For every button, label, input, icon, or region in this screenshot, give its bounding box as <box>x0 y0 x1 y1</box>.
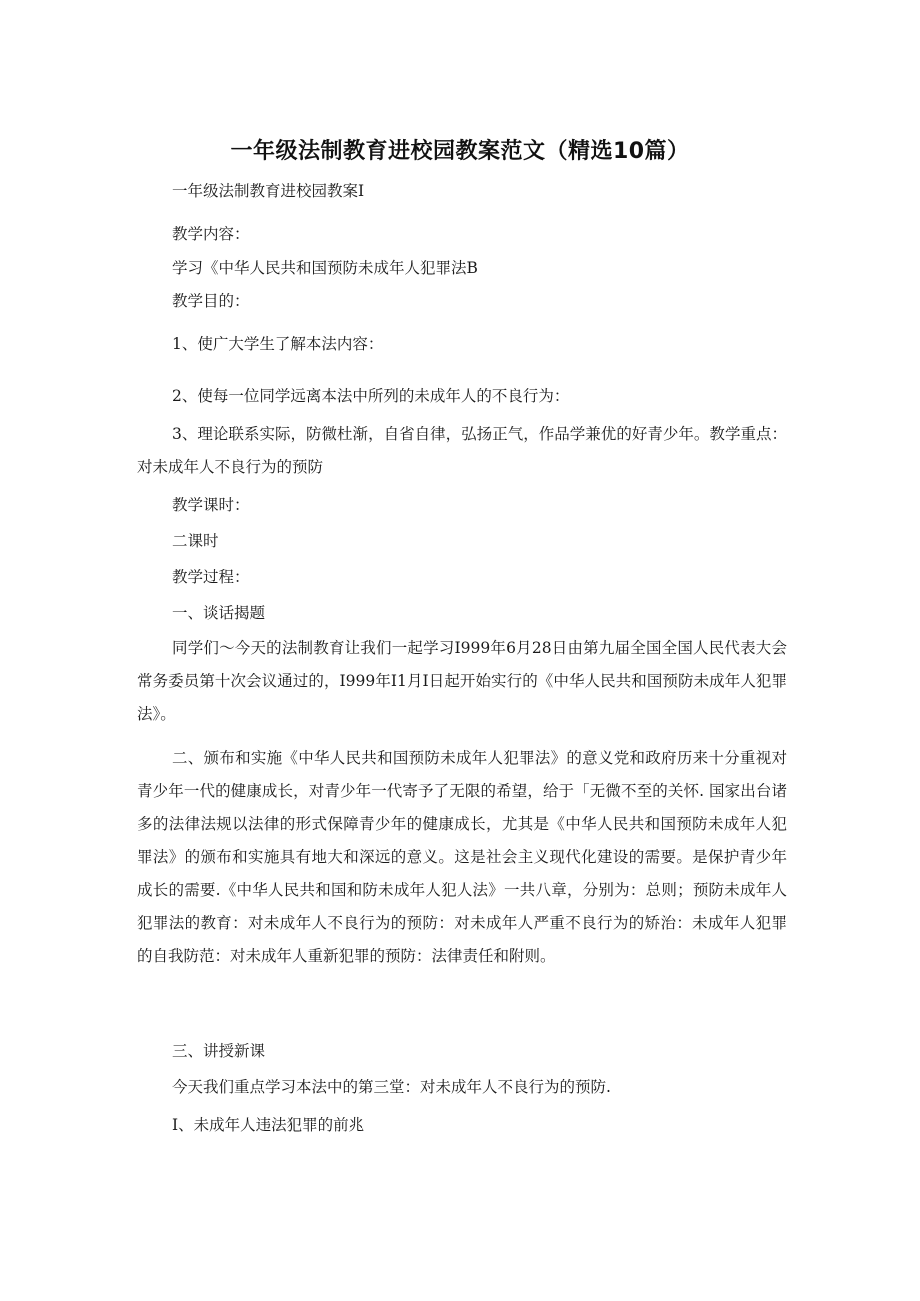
document-title: 一年级法制教育进校园教案范文（精选10篇） <box>230 139 690 164</box>
hours-heading: 教学课时： <box>172 496 250 514</box>
section-2-text: 二、颁布和实施《中华人民共和国预防未成年人犯罪法》的意义党和政府历来十分重视对青少年一代的健康成长，对青少年一代寄予了无限的希望，给于「无微不至的关怀. 国家出台诸多的法律法规以法律的形式保障青少年的健康成长，尤其是《中华人民共和国预防未成年人犯罪法》的颁布和实施具有地大和深远的意义。这是社会主义现代化建设的需要。是保护青少年成长的需要.《中华人民共和国和防未成年人犯人法》一共八章，分别为：总则；预防未成年人犯罪法的教育：对未成年人不良行为的预防：对未成年人严重不良行为的矫治：未成年人犯罪的自我防范：对未成年人重新犯罪的预防：法律责任和附则。 <box>137 749 787 965</box>
content-heading: 教学内容： <box>172 225 250 243</box>
section-3-text: 今天我们重点学习本法中的第三堂：对未成年人不良行为的预防. <box>172 1078 611 1096</box>
section-1-heading: 一、谈话揭题 <box>172 604 266 622</box>
goal-item-3: 3、理论联系实际，防微杜渐，自省自律，弘扬正气，作品学兼优的好青少年。教学重点：对未成年人不良行为的预防 <box>137 425 787 476</box>
process-heading: 教学过程： <box>172 568 250 586</box>
hours-value: 二课时 <box>172 532 219 550</box>
sub-1-heading: I、未成年人违法犯罪的前兆 <box>172 1116 365 1134</box>
goal-item-2: 2、使每一位同学远离本法中所列的未成年人的不良行为： <box>172 387 570 405</box>
goal-item-1: 1、使广大学生了解本法内容： <box>172 335 384 353</box>
section-3-heading: 三、讲授新课 <box>172 1042 266 1060</box>
goal-heading: 教学目的： <box>172 292 250 310</box>
content-text: 学习《中华人民共和国预防未成年人犯罪法B <box>172 259 478 277</box>
lesson-subtitle: 一年级法制教育进校园教案I <box>172 182 365 200</box>
section-1-text: 同学们～今天的法制教育让我们一起学习I999年6月28日由第九届全国全国人民代表大会常务委员第十次会议通过的，I999年I1月I日起开始实行的《中华人民共和国预防未成年人犯罪法》。 <box>137 639 787 723</box>
